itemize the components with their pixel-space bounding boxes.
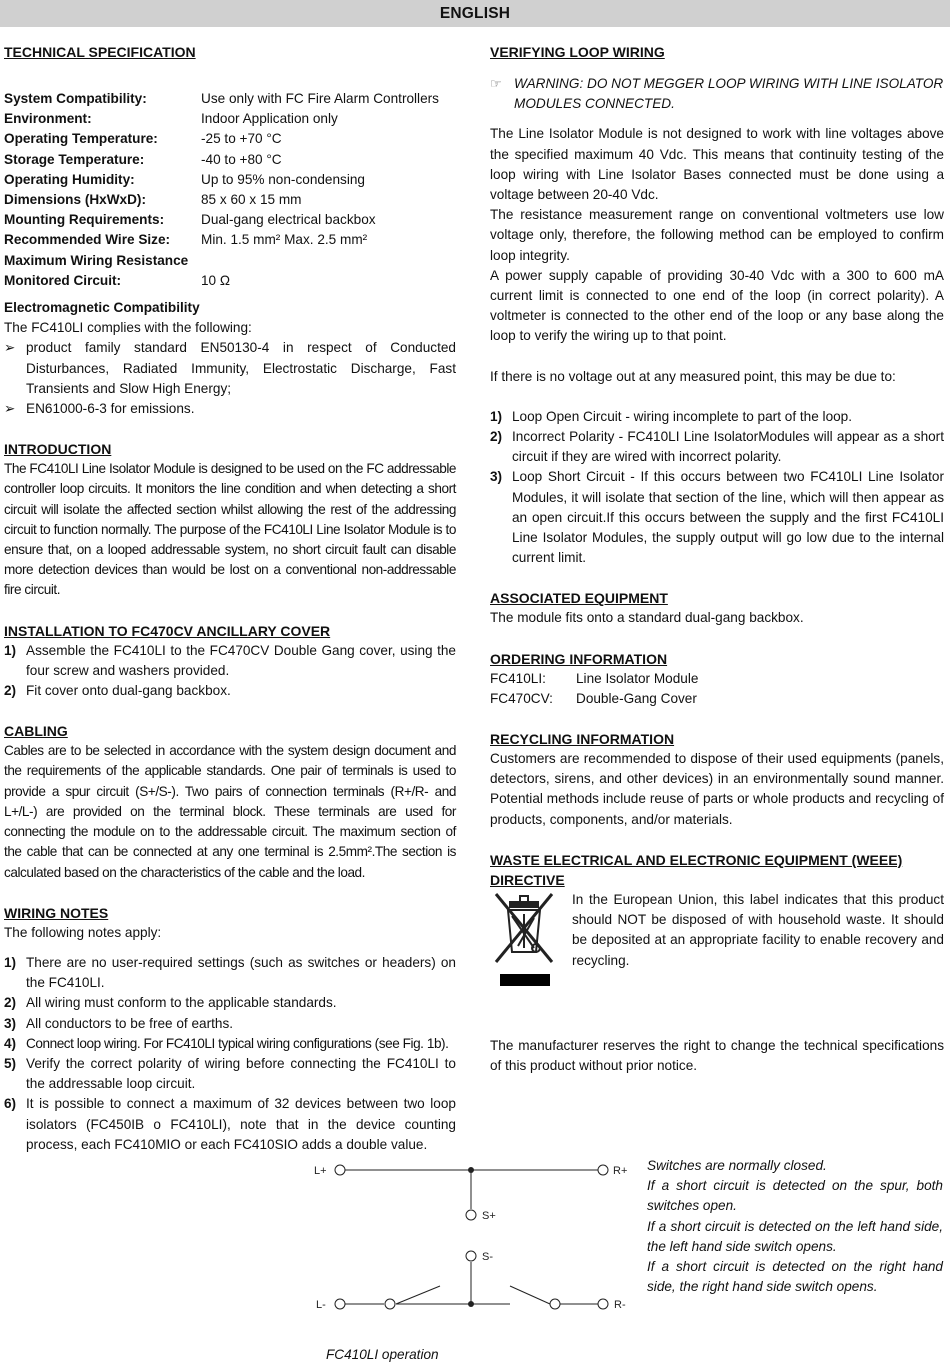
terminal-l-minus [335,1299,345,1309]
introduction-text: The FC410LI Line Isolator Module is designed to be used on the FC addressable controller loop circuits. It monitors the line condition and when detecting a short circuit will isolate the affected section whilst allowing the rest of the addressing circuit to function normally. The purpose of the FC410LI Line Isolator Module is to ensure that, on a looped addressable system, no short circuit fault can disable more detection devices than would be lost on a conventional non-addressable fire circuit. [4,461,457,598]
label-l-plus: L+ [314,1165,327,1177]
associated-text: The module fits onto a standard dual-gang backbox. [490,610,804,626]
list-item [4,1094,456,1155]
list-item [4,953,456,993]
item-number: 1) [4,954,17,970]
label-l-minus: L- [316,1299,326,1311]
right-column [490,42,944,1077]
terminal-l-plus [335,1165,345,1175]
spec-label: System Compatibility: [4,91,147,106]
weee-title: WASTE ELECTRICAL AND ELECTRONIC EQUIPMENT (WEEE) [490,851,903,868]
spec-label: Mounting Requirements: [4,212,165,228]
spec-row [4,170,456,190]
list-item [4,338,456,399]
terminal-r-plus [598,1165,608,1175]
spec-label: Maximum Wiring Resistance [4,252,189,268]
item-number: 5) [4,1055,17,1071]
left-switch [396,1286,440,1304]
list-item [4,399,456,419]
spec-value: -25 to +70 °C [201,131,282,147]
cabling-text: Cables are to be selected in accordance with the system design document and the requirements of the applicable standards. One pair of terminals is used to provide a spur circuit (S+/S-). Two pairs of connection terminals (R+/R- and L+/L-) are provided on the terminal block. These terminals are used for connecting the module on to the addressable circuit. The maximum section of the cable that can be connected at any one terminal is 2.5mm².The section is calculated based on the characteristics of the cable and the load. [4,743,456,880]
no-voltage-text: If there is no voltage out at any measured point, this may be due to: [490,368,896,384]
label-r-minus: R- [614,1299,626,1311]
item-text: Loop Open Circuit - wiring incomplete to part of the loop. [512,408,853,424]
causes-list [490,407,944,569]
diagram-notes [647,1156,943,1297]
crossed-out-bin-icon [490,890,572,996]
label-r-plus: R+ [613,1165,628,1177]
diagram-note: If a short circuit is detected on the left hand side, the left hand side switch opens. [647,1218,943,1254]
list-item [490,427,944,467]
item-text: All conductors to be free of earths. [26,1015,234,1031]
spec-value: Use only with FC Fire Alarm Controllers [201,91,439,106]
order-desc: Double-Gang Cover [576,690,697,706]
spec-row [4,150,456,170]
recycling-text: Customers are recommended to dispose of their used equipments (panels, detectors, sirens, and other devices) in an environmentally sound manner. Potential methods include reuse of parts or whole products and recycling of products, components, and/or materials. [490,751,944,827]
order-row [490,689,944,709]
associated-title: ASSOCIATED EQUIPMENT [490,590,668,607]
label-s-minus: S- [482,1251,493,1263]
emc-list [4,338,456,419]
spec-row [4,190,456,210]
fc410li-operation-diagram [300,1150,640,1325]
junction-dot [468,1301,474,1307]
spec-row [4,230,456,250]
spec-value: -40 to +80 °C [201,151,282,167]
spec-row [4,251,456,271]
verifying-paragraph: The Line Isolator Module is not designed to work with line voltages above the specified maximum 40 Vdc. This means that continuity testing of the loop wiring with Line Isolator Bases connected must be done using a voltage between 20-40 Vdc. [490,126,944,203]
left-column [4,42,456,1155]
spec-label: Monitored Circuit: [4,272,122,288]
wiring-notes-title: WIRING NOTES [4,904,109,921]
spec-value: Indoor Application only [201,111,338,127]
spec-label: Operating Humidity: [4,171,135,187]
spec-row [4,210,456,230]
order-code: FC470CV: [490,690,553,706]
spec-row [4,89,456,109]
verifying-title: VERIFYING LOOP WIRING [490,44,665,60]
list-item [4,1054,456,1094]
item-text: Connect loop wiring. For FC410LI typical wiring configurations (see Fig. 1b). [26,1035,449,1051]
right-switch [510,1286,550,1304]
wiring-notes-list [4,953,456,1155]
item-number: 2) [490,429,503,445]
spec-label: Environment: [4,111,92,127]
spec-value: 85 x 60 x 15 mm [201,192,302,208]
ordering-title: ORDERING INFORMATION [490,650,668,667]
label-s-plus: S+ [482,1210,496,1222]
emc-title: Electromagnetic Compatibility [4,300,200,316]
item-number: 3) [4,1015,17,1031]
spec-value: 10 Ω [201,272,231,288]
list-item-text: product family standard EN50130-4 in respect of Conducted Disturbances, Radiated Immunity, Electrostatic Discharge, Fast Transients and Slow High Energy; [26,340,456,396]
list-item [490,407,944,427]
spec-value: Up to 95% non-condensing [201,171,365,187]
diagram-note: Switches are normally closed. [647,1158,827,1173]
spec-value: Min. 1.5 mm² Max. 2.5 mm² [201,232,368,248]
spec-row [4,109,456,129]
item-text: Incorrect Polarity - FC410LI Line IsolatorModules will appear as a short circuit if they are wired with incorrect polarity. [512,429,944,465]
weee-text: In the European Union, this label indicates that this product should NOT be disposed of with household waste. It should be deposited at an appropriate facility to enable recovery and recycling. [572,891,944,968]
item-text: Assemble the FC410LI to the FC470CV Double Gang cover, using the four screw and washers provided. [26,642,456,678]
list-item [490,467,944,568]
spec-label: Operating Temperature: [4,131,158,147]
item-text: It is possible to connect a maximum of 32 devices between two loop isolators (FC450IB o FC410LI), note that in the device counting process, each FC410MIO or each FC410SIO adds a double value. [26,1096,456,1152]
spec-label: Recommended Wire Size: [4,232,171,248]
list-item [4,1014,456,1034]
language-banner: ENGLISH [0,0,950,27]
diagram-caption: FC410LI operation [326,1347,439,1362]
terminal-s-minus [466,1251,476,1261]
installation-steps [4,641,456,702]
installation-title: INSTALLATION TO FC470CV ANCILLARY COVER [4,622,331,639]
spec-row [4,271,456,291]
warning-note [490,74,944,114]
list-item [4,993,456,1013]
verifying-paragraph: The resistance measurement range on conventional voltmeters use low voltage only, therefore, the following method can be employed to confirm loop integrity. [490,207,944,263]
arrow-bullet-icon: ➢ [4,401,16,417]
warning-text: WARNING: DO NOT MEGGER LOOP WIRING WITH LINE ISOLATOR MODULES CONNECTED. [514,76,944,112]
spec-table [4,89,456,291]
tech-spec-title: TECHNICAL SPECIFICATION [4,44,196,60]
diagram-note: If a short circuit is detected on the spur, both switches open. [647,1178,943,1214]
recycling-title: RECYCLING INFORMATION [490,731,675,748]
item-text: Loop Short Circuit - If this occurs between two FC410LI Line Isolator Modules, it will isolate that section of the line, which will then appear as an open circuit.If this occurs between the supply and the first FC410LI Line Isolator Modules, the supply output will go low due to the internal current limit. [512,469,944,566]
item-number: 6) [4,1096,17,1112]
verifying-paragraph: A power supply capable of providing 30-40 Vdc with a 300 to 600 mA current limit is connected to one end of the loop (in correct polarity). A voltmeter is connected to the other end of the loop or any base along the loop to verify the wiring up to that point. [490,267,944,344]
arrow-bullet-icon: ➢ [4,340,16,356]
cabling-title: CABLING [4,723,68,740]
weee-title: DIRECTIVE [490,871,565,888]
weee-section [490,890,944,996]
spec-row [4,129,456,149]
emc-intro: The FC410LI complies with the following: [4,320,252,336]
diagram-note: If a short circuit is detected on the right hand side, the right hand side switch opens. [647,1259,943,1295]
spec-label: Dimensions (HxWxD): [4,192,146,208]
spec-value: Dual-gang electrical backbox [201,212,376,228]
item-number: 2) [4,995,17,1011]
item-number: 3) [490,469,503,485]
terminal-r-minus [598,1299,608,1309]
item-text: Fit cover onto dual-gang backbox. [26,683,231,699]
left-switch-contact [385,1299,395,1309]
item-number: 1) [490,408,503,424]
disclaimer-text: The manufacturer reserves the right to change the technical specifications of this product without prior notice. [490,1038,944,1074]
list-item [4,641,456,681]
terminal-s-plus [466,1210,476,1220]
item-number: 2) [4,683,17,699]
junction-dot [468,1167,474,1173]
list-item [4,1034,456,1054]
item-number: 1) [4,642,17,658]
spec-label: Storage Temperature: [4,151,145,167]
pointing-hand-icon: ☞ [490,76,502,91]
order-code: FC410LI: [490,670,546,686]
item-text: There are no user-required settings (such as switches or headers) on the FC410LI. [26,954,456,991]
introduction-title: INTRODUCTION [4,441,112,458]
right-switch-contact [550,1299,560,1309]
order-desc: Line Isolator Module [576,670,699,686]
item-text: All wiring must conform to the applicable standards. [26,995,337,1011]
item-number: 4) [4,1035,17,1051]
item-text: Verify the correct polarity of wiring before connecting the FC410LI to the addressable loop circuit. [26,1055,456,1092]
wiring-notes-intro: The following notes apply: [4,924,162,940]
list-item [4,681,456,701]
order-row [490,669,944,689]
list-item-text: EN61000-6-3 for emissions. [26,401,195,417]
